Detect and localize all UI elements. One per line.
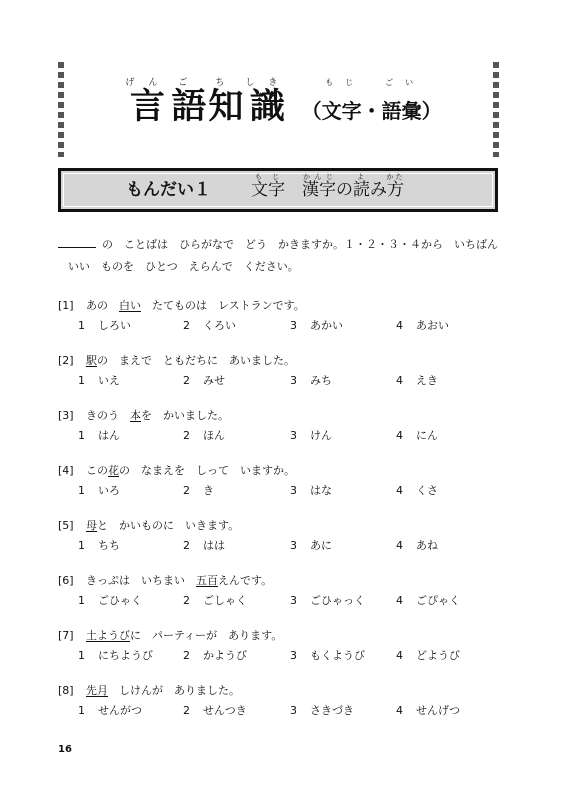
question-item <box>58 296 508 336</box>
answer-option[interactable]: 3 あかい <box>290 319 343 332</box>
target-word: 土ようび <box>86 629 130 642</box>
page-subtitle: （文字もじ・語彙ごい） <box>301 78 442 123</box>
question-number: [8] <box>58 684 74 697</box>
question-number: [4] <box>58 464 74 477</box>
answer-options <box>58 701 508 721</box>
answer-option[interactable]: 4 にん <box>396 429 438 442</box>
answer-option[interactable]: 2 ごしゃく <box>183 594 247 607</box>
question-item <box>58 626 508 666</box>
question-item <box>58 571 508 611</box>
answer-option[interactable]: 2 き <box>183 484 214 497</box>
target-word: 白い <box>119 299 141 312</box>
target-word: 駅 <box>86 354 97 367</box>
page-number: 16 <box>58 744 72 755</box>
answer-option[interactable]: 3 あに <box>290 539 332 552</box>
answer-option[interactable]: 4 あおい <box>396 319 449 332</box>
question-item <box>58 516 508 556</box>
answer-option[interactable]: 1 いろ <box>78 484 120 497</box>
answer-option[interactable]: 2 みせ <box>183 374 225 387</box>
question-number: [3] <box>58 409 74 422</box>
answer-options <box>58 481 508 501</box>
question-item <box>58 406 508 446</box>
question-stem: [6] きっぷは いちまい 五百えんです。 <box>58 571 508 591</box>
answer-option[interactable]: 4 あね <box>396 539 438 552</box>
question-item <box>58 461 508 501</box>
question-number: [6] <box>58 574 74 587</box>
answer-options <box>58 426 508 446</box>
answer-option[interactable]: 4 くさ <box>396 484 438 497</box>
page-header <box>0 78 567 129</box>
answer-option[interactable]: 1 ちち <box>78 539 120 552</box>
question-stem: [3] きのう 本を かいました。 <box>58 406 508 426</box>
answer-option[interactable]: 3 さきづき <box>290 704 354 717</box>
answer-option[interactable]: 2 ほん <box>183 429 225 442</box>
section-title: 文字もじ 漢字かんじの読よみ方かた <box>251 173 405 200</box>
answer-options <box>58 591 508 611</box>
question-stem: [7] 土ようびに パーティーが あります。 <box>58 626 508 646</box>
question-stem: [4] この花の なまえを しって いますか。 <box>58 461 508 481</box>
section-label: もんだい１ <box>126 180 211 200</box>
answer-option[interactable]: 4 せんげつ <box>396 704 460 717</box>
target-word: 母 <box>86 519 97 532</box>
question-stem: [1] あの 白い たてものは レストランです。 <box>58 296 508 316</box>
answer-options <box>58 536 508 556</box>
answer-option[interactable]: 2 かようび <box>183 649 247 662</box>
answer-option[interactable]: 2 くろい <box>183 319 236 332</box>
question-stem: [2] 駅の まえで ともだちに あいました。 <box>58 351 508 371</box>
target-word: 花 <box>108 464 119 477</box>
question-number: [1] <box>58 299 74 312</box>
blank-line <box>58 237 96 248</box>
answer-option[interactable]: 3 みち <box>290 374 332 387</box>
question-stem: [5] 母と かいものに いきます。 <box>58 516 508 536</box>
section-banner <box>58 168 498 212</box>
answer-option[interactable]: 3 はな <box>290 484 332 497</box>
question-number: [2] <box>58 354 74 367</box>
instructions: の ことばは ひらがなで どう かきますか。１・２・３・４から いちばん いい ものを ひとつ えらんで ください。 <box>58 234 508 278</box>
answer-option[interactable]: 4 えき <box>396 374 438 387</box>
answer-option[interactable]: 1 いえ <box>78 374 120 387</box>
target-word: 本 <box>130 409 141 422</box>
answer-option[interactable]: 3 もくようび <box>290 649 365 662</box>
answer-option[interactable]: 1 にちようび <box>78 649 153 662</box>
question-number: [5] <box>58 519 74 532</box>
answer-option[interactable]: 1 はん <box>78 429 120 442</box>
page-title: 言げん語ご知ち識しき <box>125 78 292 127</box>
answer-options <box>58 316 508 336</box>
answer-option[interactable]: 1 ごひゃく <box>78 594 142 607</box>
question-stem: [8] 先月 しけんが ありました。 <box>58 681 508 701</box>
target-word: 五百 <box>196 574 218 587</box>
answer-option[interactable]: 3 けん <box>290 429 332 442</box>
target-word: 先月 <box>86 684 108 697</box>
answer-option[interactable]: 1 しろい <box>78 319 131 332</box>
question-item <box>58 351 508 391</box>
answer-option[interactable]: 1 せんがつ <box>78 704 142 717</box>
answer-options <box>58 646 508 666</box>
answer-option[interactable]: 3 ごひゃっく <box>290 594 365 607</box>
question-item <box>58 681 508 721</box>
answer-option[interactable]: 2 せんつき <box>183 704 247 717</box>
question-number: [7] <box>58 629 74 642</box>
answer-option[interactable]: 4 どようび <box>396 649 460 662</box>
answer-option[interactable]: 2 はは <box>183 539 225 552</box>
answer-options <box>58 371 508 391</box>
answer-option[interactable]: 4 ごぴゃく <box>396 594 460 607</box>
